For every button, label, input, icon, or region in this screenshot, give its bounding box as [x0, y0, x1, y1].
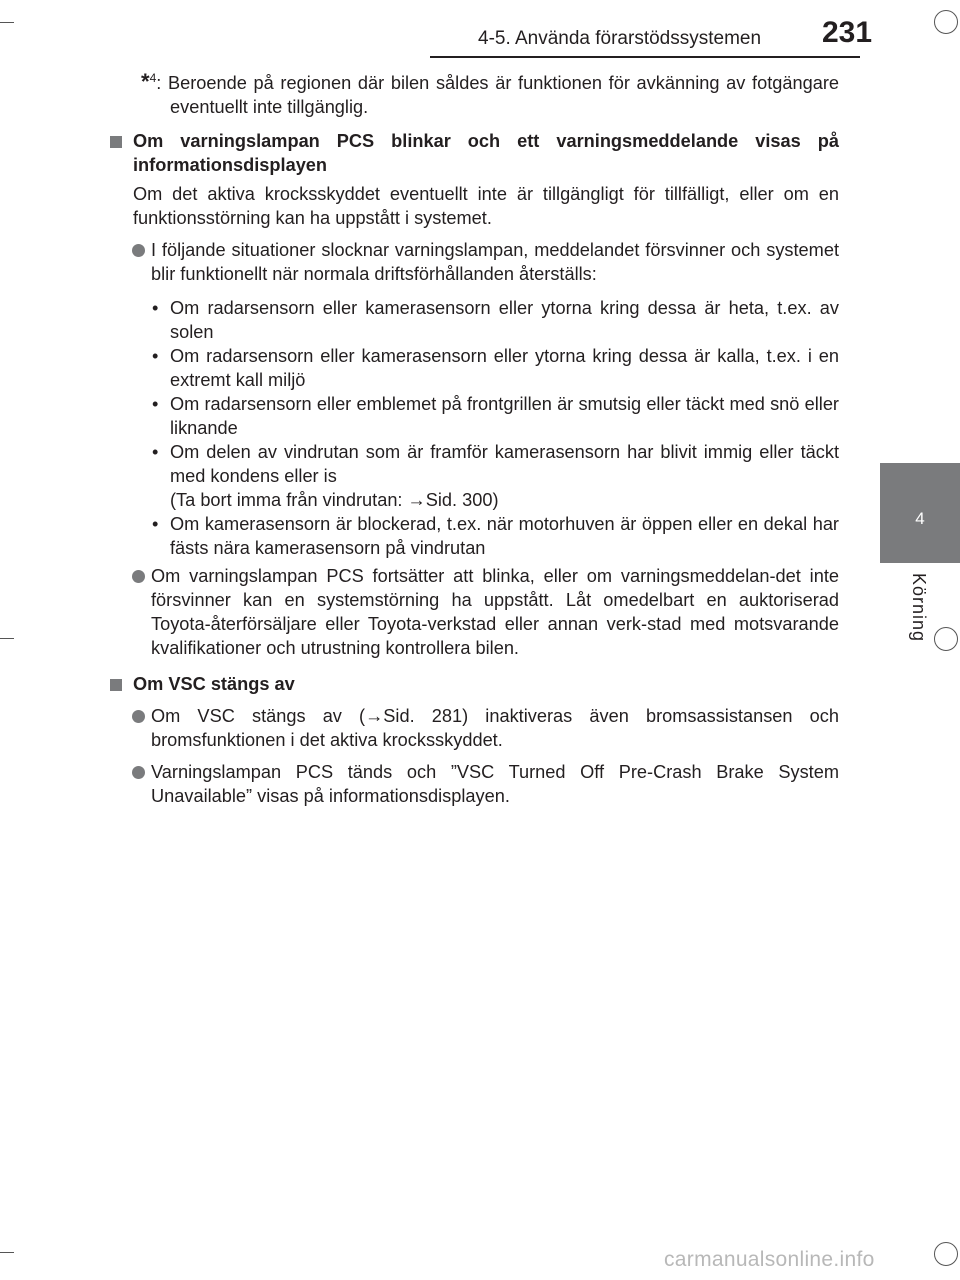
- list-item-text: Om varningslampan PCS fortsätter att blinka, eller om varningsmeddelan-det inte försvinner kan en systemstörning ha uppstått. Låt omedelbart en auktoriserad Toyota-återförsäljare eller Toyota-verkstad eller annan verk-stad med motsvarande kvalifikationer och utrustning kontrollera bilen.: [151, 566, 839, 659]
- sub-list-item-text: Om delen av vindrutan som är framför kamerasensorn har blivit immig eller täckt med kondens eller is: [170, 442, 839, 487]
- watermark: carmanualsonline.info: [664, 1248, 875, 1271]
- footnote-marker: *: [141, 69, 150, 95]
- sub-list-item: [107, 512, 839, 560]
- dot-marker: •: [152, 298, 159, 319]
- circle-bullet-icon: [132, 766, 145, 779]
- list-item: [107, 704, 839, 752]
- list-item-text: Om VSC stängs av (→Sid. 281) inaktiveras även bromsassistansen och bromsfunktionen i det aktiva krocksskyddet.: [151, 706, 839, 751]
- chapter-number: 4: [915, 509, 925, 528]
- dot-marker: •: [152, 394, 159, 415]
- page-header: [0, 0, 960, 60]
- crop-mark: [0, 1252, 14, 1253]
- page-number: 231: [822, 16, 873, 49]
- footnote-text: : Beroende på regionen där bilen såldes är funktionen för avkänning av fotgängare eventuellt inte tillgänglig.: [156, 73, 839, 118]
- sub-list-item-text: Om radarsensorn eller kamerasensorn eller ytorna kring dessa är heta, t.ex. av solen: [170, 298, 839, 343]
- dot-marker: •: [152, 346, 159, 367]
- chapter-label: [880, 563, 960, 663]
- footnote-number: 4: [149, 71, 157, 85]
- dot-marker: •: [152, 442, 159, 463]
- sub-list-item-text: Om kamerasensorn är blockerad, t.ex. när motorhuven är öppen eller en dekal har fästs nära kamerasensorn på vindrutan: [170, 514, 839, 559]
- section-intro: Om det aktiva krocksskyddet eventuellt inte är tillgängligt för tillfälligt, eller om en funktionsstörning kan ha uppstått i systemet.: [133, 184, 839, 229]
- section-heading-text: Om VSC stängs av: [133, 674, 295, 695]
- sub-list-item: [107, 344, 839, 392]
- circle-bullet-icon: [132, 570, 145, 583]
- list-item-text: I följande situationer slocknar varningslampan, meddelandet försvinner och systemet blir funktionellt när normala driftsförhållanden återställs:: [151, 240, 839, 285]
- sub-list-item: [107, 392, 839, 440]
- chapter-label-text: Körning: [909, 573, 929, 643]
- header-rule: [430, 56, 860, 58]
- section-heading: [107, 129, 839, 177]
- sub-list: [107, 296, 839, 560]
- footnote: [107, 66, 839, 119]
- chapter-tab: [880, 463, 960, 563]
- section-title: 4-5. Använda förarstödssystemen: [478, 28, 762, 49]
- circle-bullet-icon: [132, 710, 145, 723]
- list-item-text: Varningslampan PCS tänds och ”VSC Turned Off Pre-Crash Brake System Unavailable” visas på informationsdisplayen.: [151, 762, 839, 807]
- section-heading: [107, 672, 839, 696]
- circle-bullet-icon: [132, 244, 145, 257]
- crop-mark: [0, 638, 14, 639]
- sub-list-item-text: Om radarsensorn eller emblemet på frontgrillen är smutsig eller täckt med snö eller liknande: [170, 394, 839, 439]
- square-bullet-icon: [110, 136, 122, 148]
- registration-mark: [934, 1242, 958, 1266]
- list-item: [107, 238, 839, 286]
- sub-list-item: [107, 296, 839, 344]
- list-item: [107, 760, 839, 808]
- cross-reference-note[interactable]: (Ta bort imma från vindrutan: →Sid. 300): [170, 490, 499, 511]
- section-heading-text: Om varningslampan PCS blinkar och ett varningsmeddelande visas på informationsdisplayen: [133, 131, 839, 176]
- main-content: [107, 66, 839, 808]
- list-item: [107, 564, 839, 660]
- sub-list-item: [107, 440, 839, 512]
- square-bullet-icon: [110, 679, 122, 691]
- sub-list-item-text: Om radarsensorn eller kamerasensorn eller ytorna kring dessa är kalla, t.ex. i en extremt kall miljö: [170, 346, 839, 391]
- dot-marker: •: [152, 514, 159, 535]
